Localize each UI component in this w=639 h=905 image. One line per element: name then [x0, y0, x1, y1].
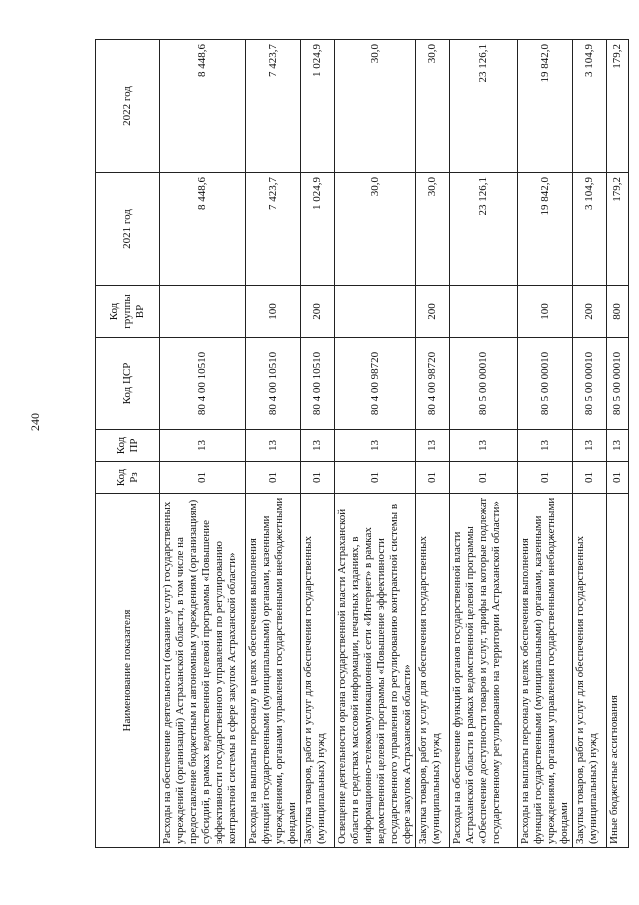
table-header-row [96, 40, 160, 848]
cell-pr: 13 [416, 430, 450, 462]
cell-name: Расходы на выплаты персоналу в целях обеспечения выполнения функций государственными (муниципальными) органами, казенными учреждениями, органами управления государственными внебюджетными фондами [518, 494, 573, 848]
cell-2021: 19 842,0 [518, 173, 573, 286]
cell-rz: 01 [518, 462, 573, 494]
table-row [335, 40, 416, 848]
cell-2021: 1 024,9 [301, 173, 335, 286]
cell-2022: 8 448,6 [160, 40, 246, 173]
cell-vr [160, 286, 246, 338]
table-row [160, 40, 246, 848]
rotated-page-content [95, 40, 623, 848]
header-rz: Код Рз [96, 462, 160, 494]
table-row [246, 40, 301, 848]
cell-vr: 200 [301, 286, 335, 338]
cell-2021: 23 126,1 [450, 173, 518, 286]
cell-2021: 8 448,6 [160, 173, 246, 286]
cell-rz: 01 [335, 462, 416, 494]
cell-csr: 80 4 00 10510 [246, 338, 301, 430]
cell-csr: 80 4 00 10510 [160, 338, 246, 430]
cell-name: Расходы на обеспечение функций органов государственной власти Астраханской области в рамках ведомственной целевой программы «Обеспечение доступности товаров и услуг, тарифы на которые подлежат государственному регулированию на территории Астраханской области» [450, 494, 518, 848]
cell-csr: 80 5 00 00010 [518, 338, 573, 430]
cell-pr: 13 [335, 430, 416, 462]
cell-2021: 30,0 [416, 173, 450, 286]
cell-vr [450, 286, 518, 338]
cell-vr: 100 [246, 286, 301, 338]
cell-pr: 13 [450, 430, 518, 462]
cell-rz: 01 [607, 462, 629, 494]
header-csr: Код ЦСР [96, 338, 160, 430]
cell-name: Закупка товаров, работ и услуг для обеспечения государственных (муниципальных) нужд [573, 494, 607, 848]
cell-pr: 13 [518, 430, 573, 462]
cell-vr [335, 286, 416, 338]
cell-pr: 13 [607, 430, 629, 462]
page-number: 240 [28, 413, 42, 431]
cell-2022: 3 104,9 [573, 40, 607, 173]
cell-vr: 200 [416, 286, 450, 338]
cell-pr: 13 [160, 430, 246, 462]
table-row [607, 40, 629, 848]
budget-table [95, 39, 629, 848]
cell-name: Расходы на обеспечение деятельности (оказание услуг) государственных учреждений (организаций) Астраханской области, в том числе на предоставление бюджетным и автономным учреждениям (организациям) субсидий, в рамках ведомственной целевой программы «Повышение эффективности государственного управления по регулированию контрактной системы в сфере закупок Астраханской области» [160, 494, 246, 848]
table-row [301, 40, 335, 848]
cell-vr: 800 [607, 286, 629, 338]
cell-csr: 80 4 00 98720 [416, 338, 450, 430]
table-row [450, 40, 518, 848]
cell-rz: 01 [450, 462, 518, 494]
header-pr: Код ПР [96, 430, 160, 462]
cell-2021: 7 423,7 [246, 173, 301, 286]
cell-name: Освещение деятельности органа государственной власти Астраханской области в средствах массовой информации, печатных изданиях, в информационно-телекоммуникационной сети «Интернет» в рамках ведомственной целевой программы «Повышение эффективности государственного управления по регулированию контрактной системы в сфере закупок Астраханской области» [335, 494, 416, 848]
cell-2022: 30,0 [335, 40, 416, 173]
header-vr: Код группы ВР [96, 286, 160, 338]
table-row [573, 40, 607, 848]
cell-rz: 01 [160, 462, 246, 494]
cell-rz: 01 [246, 462, 301, 494]
cell-2022: 23 126,1 [450, 40, 518, 173]
table-row [518, 40, 573, 848]
cell-pr: 13 [246, 430, 301, 462]
cell-rz: 01 [301, 462, 335, 494]
cell-pr: 13 [301, 430, 335, 462]
cell-rz: 01 [416, 462, 450, 494]
header-2022: 2022 год [96, 40, 160, 173]
cell-2022: 7 423,7 [246, 40, 301, 173]
cell-csr: 80 5 00 00010 [607, 338, 629, 430]
cell-2022: 30,0 [416, 40, 450, 173]
cell-pr: 13 [573, 430, 607, 462]
cell-csr: 80 5 00 00010 [573, 338, 607, 430]
cell-csr: 80 4 00 98720 [335, 338, 416, 430]
cell-2022: 19 842,0 [518, 40, 573, 173]
cell-rz: 01 [573, 462, 607, 494]
cell-vr: 100 [518, 286, 573, 338]
cell-2021: 30,0 [335, 173, 416, 286]
cell-2022: 1 024,9 [301, 40, 335, 173]
cell-name: Иные бюджетные ассигнования [607, 494, 629, 848]
cell-2021: 179,2 [607, 173, 629, 286]
table-row [416, 40, 450, 848]
header-2021: 2021 год [96, 173, 160, 286]
header-name: Наименование показателя [96, 494, 160, 848]
cell-csr: 80 5 00 00010 [450, 338, 518, 430]
cell-name: Расходы на выплаты персоналу в целях обеспечения выполнения функций государственными (муниципальными) органами, казенными учреждениями, органами управления государственными внебюджетными фондами [246, 494, 301, 848]
cell-name: Закупка товаров, работ и услуг для обеспечения государственных (муниципальных) нужд [301, 494, 335, 848]
cell-name: Закупка товаров, работ и услуг для обеспечения государственных (муниципальных) нужд [416, 494, 450, 848]
cell-csr: 80 4 00 10510 [301, 338, 335, 430]
cell-2022: 179,2 [607, 40, 629, 173]
cell-vr: 200 [573, 286, 607, 338]
cell-2021: 3 104,9 [573, 173, 607, 286]
